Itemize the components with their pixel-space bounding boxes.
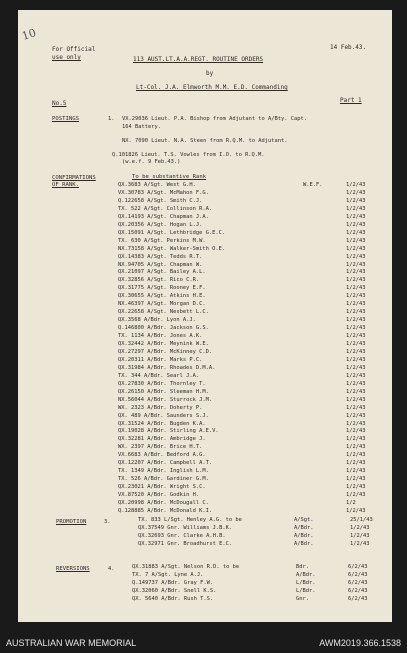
posting-line: (w.e.f. 9 Feb.43.): [122, 159, 181, 165]
rank-entry: TX. 1134 A/Bdr. Jones A.K.: [118, 333, 203, 340]
rank-entry: QX.12207 A/Bdr. Campbell A.T.: [118, 460, 213, 467]
rank-entry: TX. 526 A/Bdr. Gardiner G.M.: [118, 476, 209, 483]
wef-date: 1/2/43: [346, 285, 366, 292]
rank-entry: QX.3568 A/Bdr. Lyon A.J.: [118, 317, 196, 324]
promotion-new-rank: A/Bdr.: [294, 525, 314, 531]
rank-entry: QX.3683 A/Sgt. West G.H.: [118, 182, 196, 188]
rank-entry: WX. 2397 A/Bdr. Brice H.T.: [118, 444, 203, 451]
wef-date: 1/2/43: [346, 428, 366, 435]
wef-date: 1/2/43: [346, 444, 366, 451]
wef-date: 1/2/43: [346, 460, 366, 467]
wef-date: 1/2/43: [346, 245, 366, 252]
reversions-number: 4.: [108, 566, 115, 572]
rank-entry: WX. 2323 A/Bdr. Doherty P.: [118, 404, 203, 411]
reversion-date: 6/2/43: [348, 572, 368, 578]
wef-date: 1/2/43: [346, 229, 366, 236]
handwritten-mark: 10: [20, 26, 38, 43]
wef-date: 1/2/43: [346, 372, 366, 379]
rank-entry: TX. 1349 A/Bdr. Inglish L.M.: [118, 468, 209, 475]
promotion-entry: TX. 833 L/Sgt. Henley A.G. to be: [138, 517, 242, 523]
wef-date: 1/2/43: [346, 492, 366, 499]
wef-date: 1/2/43: [346, 189, 366, 196]
wef-date: 1/2/43: [346, 293, 366, 300]
wef-date: 1/2/43: [346, 452, 366, 459]
promotion-entry: QX.32693 Gnr. Clarke A.H.B.: [138, 533, 226, 539]
archive-footer: [0, 629, 407, 653]
rank-entry: QX.32281 A/Bdr. Ambridge J.: [118, 436, 206, 443]
wef-date: 1/2/43: [346, 388, 366, 395]
rank-entry: QX.31984 A/Bdr. Rhoades D.M.A.: [118, 364, 216, 371]
reversion-date: 6/2/43: [348, 588, 368, 594]
rank-entry: QX.26150 A/Bdr. Sleeman H.M.: [118, 388, 209, 395]
wef-date: 1/2/43: [346, 420, 366, 427]
posting-line: Q.101826 Lieut. T.S. Vowles from I.O. to R.Q.M.: [112, 152, 265, 158]
rank-entry: NX.46397 A/Sgt. Morgan D.C.: [118, 301, 206, 308]
order-date: 14 Feb.43.: [330, 44, 367, 51]
wef-date: 1/2/43: [346, 436, 366, 443]
postings-label: POSTINGS: [52, 116, 79, 122]
wef-date: 1/2/43: [346, 205, 366, 212]
confirmations-label-1: CONFIRMATIONS: [52, 175, 96, 181]
wef-date: 1/2: [346, 500, 356, 506]
rank-entry: Q.128885 A/Bdr. McDonald K.I.: [118, 507, 213, 514]
rank-entry: QX.15091 A/Sgt. Lethbridge G.E.C.: [118, 229, 226, 236]
wef-date: 1/2/43: [346, 468, 366, 475]
rank-entry: TX. 630 A/Sgt. Perkins M.W.: [118, 237, 206, 244]
posting-line: 164 Battery.: [122, 124, 161, 130]
rank-entry: QX.21097 A/Sgt. Bailey A.L.: [118, 269, 206, 276]
promotion-new-rank: A/Bdr.: [294, 541, 314, 547]
rank-entry: QX.20998 A/Bdr. McDougall C.: [118, 500, 209, 506]
posting-line: NX. 7090 Lieut. N.A. Steen from R.Q.M. to Adjutant.: [122, 138, 288, 144]
commander-line: Lt-Col. J.A. Elmworth M.M. E.D. Commanding: [136, 84, 288, 91]
wef-date: 1/2/43: [346, 404, 366, 411]
wef-date: 1/2/43: [346, 396, 366, 403]
rank-entry: QX.14383 A/Sgt. Tedds R.T.: [118, 253, 203, 260]
promotion-date: 25/1/43: [350, 517, 373, 523]
wef-date: 1/2/43: [346, 309, 366, 316]
promotion-number: 3.: [104, 519, 111, 525]
reversions-label: REVERSIONS: [56, 566, 90, 572]
reversion-date: 6/2/43: [348, 596, 368, 602]
document-page: [18, 10, 392, 622]
reversion-entry: Q.149737 A/Bdr. Gray F.W.: [132, 580, 214, 586]
wef-date: 1/2/43: [346, 364, 366, 371]
reversion-new-rank: A/Bdr.: [296, 572, 316, 578]
rank-entry: QX.32442 A/Bdr. Meynink W.E.: [118, 341, 209, 347]
rank-entry: QX.31775 A/Sgt. Rooney E.F.: [118, 285, 206, 292]
rank-entry: VX.6683 A/Bdr. Bedford A.G.: [118, 452, 206, 459]
rank-entry: QX.27297 A/Bdr. McKinney C.D.: [118, 348, 213, 355]
reversion-date: 6/2/43: [348, 564, 368, 570]
postings-number: 1.: [108, 116, 115, 122]
rank-entry: VX.30783 A/Sgt. McMahon F.G.: [118, 189, 209, 196]
official-use-line-2: use only: [52, 54, 81, 61]
rank-entry: QX.14193 A/Sgt. Chapman J.A.: [118, 213, 209, 220]
rank-entry: QX.20356 A/Sgt. Hogan L.J.: [118, 221, 203, 228]
wef-date: 1/2/43: [346, 182, 366, 188]
footer-source: AUSTRALIAN WAR MEMORIAL: [6, 638, 137, 648]
wef-date: 1/2/43: [346, 213, 366, 220]
wef-date: 1/2/43: [346, 412, 366, 419]
wef-date: 1/2/43: [346, 507, 366, 514]
wef-date: 1/2/43: [346, 380, 366, 387]
rank-entry: TX. 344 A/Bdr. Searl J.A.: [118, 372, 200, 379]
wef-date: 1/2/43: [346, 269, 366, 276]
rank-entry: TX. 522 A/Sgt. Collinson R.A.: [118, 205, 213, 212]
wef-date: 1/2/43: [346, 348, 366, 355]
reversion-new-rank: L/Bdr.: [296, 580, 316, 586]
rank-entry: QX.20311 A/Bdr. Marks P.C.: [118, 356, 203, 363]
wef-date: 1/2/43: [346, 301, 366, 308]
unit-title: 113 AUST.LT.A.A.REGT. ROUTINE ORDERS: [133, 56, 264, 63]
wef-date: 1/2/43: [346, 333, 366, 340]
reversion-entry: QX.31883 A/Sgt. Nelson R.D. to be: [132, 564, 240, 570]
rank-entry: Q.146800 A/Bdr. Jackson G.S.: [118, 325, 209, 332]
rank-entry: QX.23021 A/Bdr. Wright S.C.: [118, 484, 206, 491]
reversion-entry: QX. 5640 A/Bdr. Rush T.S.: [132, 596, 214, 602]
promotion-date: 1/2/43: [350, 541, 370, 547]
wef-date: 1/2/43: [346, 317, 366, 324]
substantive-rank-heading: To be substantive Rank: [132, 174, 207, 180]
promotion-date: 1/2/43: [350, 525, 370, 531]
wef-date: 1/2/43: [346, 476, 366, 483]
rank-entry: QX.30655 A/Sgt. Atkins H.E.: [118, 293, 206, 300]
part-number: Part 1: [340, 97, 362, 104]
rank-entry: QX.31524 A/Bdr. Bugden K.A.: [118, 420, 206, 427]
wef-date: 1/2/43: [346, 356, 366, 363]
promotion-entry: QX.32971 Gnr. Broadhurst E.C.: [138, 541, 233, 547]
wef-date: 1/2/43: [346, 197, 366, 204]
wef-date: 1/2/43: [346, 253, 366, 260]
reversion-new-rank: Bdr.: [296, 564, 309, 570]
wef-date: 1/2/43: [346, 325, 366, 332]
wef-heading: W.E.F.: [303, 182, 323, 188]
wef-date: 1/2/43: [346, 341, 366, 347]
wef-date: 1/2/43: [346, 221, 366, 228]
wef-date: 1/2/43: [346, 237, 366, 244]
promotion-new-rank: A/Sgt.: [294, 517, 314, 523]
rank-entry: NX.56044 A/Bdr. Sturrock J.M.: [118, 396, 213, 403]
promotion-entry: QX.37549 Gnr. Williams J.B.K.: [138, 525, 233, 531]
rank-entry: QX.32856 A/Sgt. Rico C.R.: [118, 277, 200, 284]
rank-entry: NX.94705 A/Sgt. Chapman W.: [118, 261, 203, 268]
order-number: No.5: [52, 100, 67, 107]
reversion-new-rank: L/Bdr.: [296, 588, 316, 594]
confirmations-label-2: OF RANK.: [52, 182, 79, 188]
wef-date: 1/2/43: [346, 484, 366, 491]
rank-entry: VX.87520 A/Bdr. Godkin H.: [118, 492, 200, 499]
reversion-entry: TX. 7 A/Sgt. Lyne A.J.: [132, 572, 204, 578]
rank-entry: QX. 489 A/Bdr. Saunders S.J.: [118, 412, 209, 419]
footer-reference: AWM2019.366.1538: [319, 638, 401, 648]
posting-line: VX.29036 Lieut. P.A. Bishop from Adjutant to A/Bty. Capt.: [122, 116, 307, 122]
rank-entry: NX.73158 A/Sgt. Walker-Smith O.E.: [118, 245, 226, 252]
reversion-date: 6/2/43: [348, 580, 368, 586]
promotion-new-rank: A/Bdr.: [294, 533, 314, 539]
rank-entry: QX.22658 A/Sgt. Nesbett L.C.: [118, 309, 209, 316]
rank-entry: QX.19028 A/Bdr. Stirling A.E.V.: [118, 428, 219, 435]
rank-entry: Q.122658 A/Sgt. Smith C.J.: [118, 197, 203, 204]
reversion-new-rank: Gnr.: [296, 596, 309, 602]
by-text: by: [206, 70, 214, 77]
official-use-line-1: For Official: [52, 46, 96, 53]
rank-entry: QX.27830 A/Bdr. Thornley T.: [118, 380, 206, 387]
promotion-date: 1/2/43: [350, 533, 370, 539]
promotion-label: PROMOTION: [56, 519, 87, 525]
wef-date: 1/2/43: [346, 277, 366, 284]
reversion-entry: QX.32060 A/Bdr. Snell K.S.: [132, 588, 217, 594]
wef-date: 1/2/43: [346, 261, 366, 268]
